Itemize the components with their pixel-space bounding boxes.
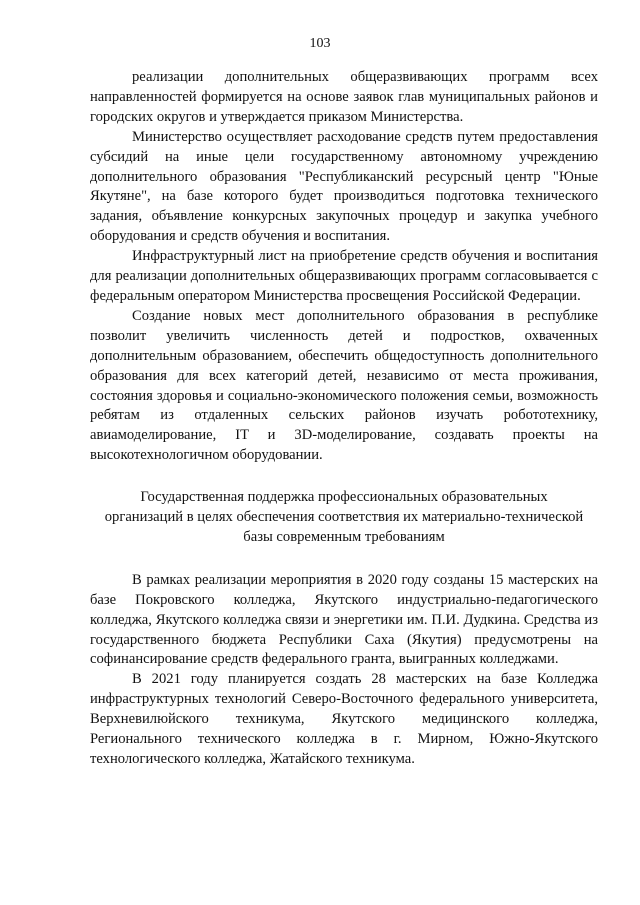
paragraph: Инфраструктурный лист на приобретение средств обучения и воспитания для реализации дополнительных общеразвивающих программ согласовывается с федеральным оператором Министерства просвещения Российской Федерации.	[90, 248, 598, 304]
paragraph: В рамках реализации мероприятия в 2020 году созданы 15 мастерских на базе Покровского колледжа, Якутского индустриально-педагогического колледжа, Якутского колледжа связи и энергетики им. П.И. Дудкина. Средства из государственного бюджета Республики Саха (Якутия) предусмотрены на софинансирование средств федерального гранта, выигранных колледжами.	[90, 571, 598, 668]
document-body	[90, 68, 598, 770]
page-number: 103	[309, 36, 331, 51]
paragraph: Министерство осуществляет расходование средств путем предоставления субсидий на иные цели государственному автономному учреждению дополнительного образования "Республиканский ресурсный центр "Юные Якутяне", на базе которого будет производиться подготовка технического задания, объявление конкурсных закупочных процедур и закупка учебного оборудования и средств обучения и воспитания.	[90, 128, 598, 245]
paragraph: В 2021 году планируется создать 28 мастерских на базе Колледжа инфраструктурных технологий Северо-Восточного федерального университета, Верхневилюйского техникума, Якутского медицинского колледжа, Регионального технического колледжа в г. Мирном, Южно-Якутского технологического колледжа, Жатайского техникума.	[90, 671, 598, 767]
paragraph: Создание новых мест дополнительного образования в республике позволит увеличить численность детей и подростков, охваченных дополнительным образованием, обеспечить общедоступность дополнительного образования для всех категорий детей, независимо от места проживания, состояния здоровья и социально-экономического положения семьи, возможность ребятам из отдаленных сельских районов изучать робототехнику, авиамоделирование, IT и 3D-моделирование, создавать проекты на высокотехнологичном оборудовании.	[90, 307, 598, 464]
section-heading: Государственная поддержка профессиональных образовательных организаций в целях обеспечения соответствия их материально-технической базы современным требованиям	[104, 489, 584, 545]
paragraph: реализации дополнительных общеразвивающих программ всех направленностей формируется на основе заявок глав муниципальных районов и городских округов и утверждается приказом Министерства.	[90, 69, 598, 125]
